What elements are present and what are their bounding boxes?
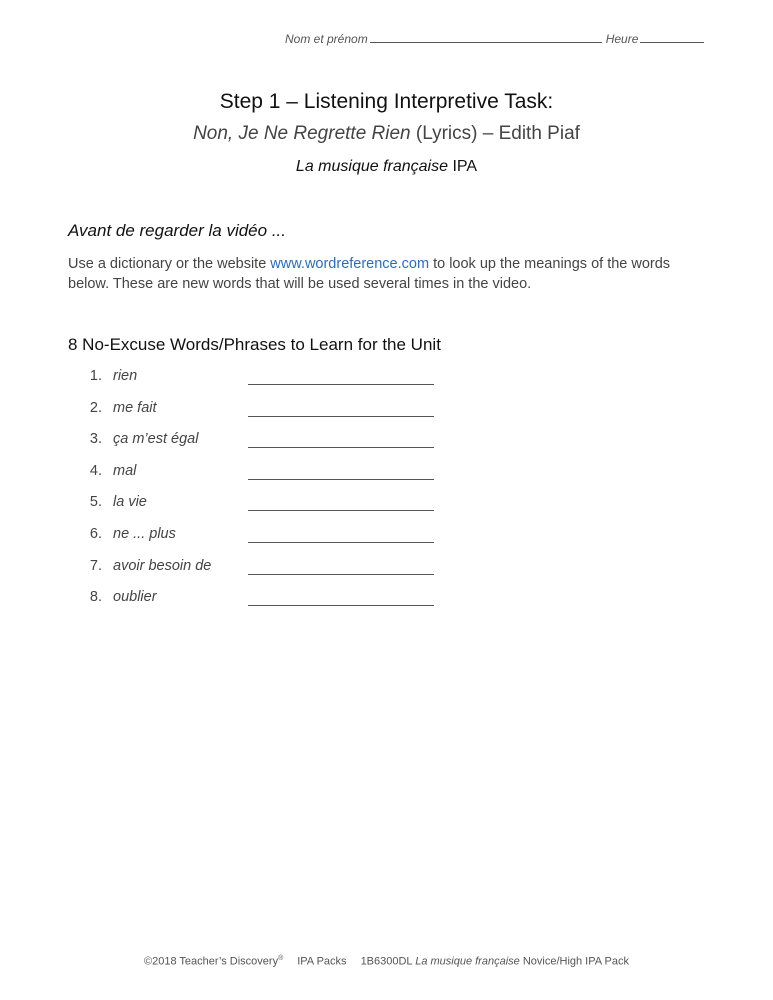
unit-name: La musique française bbox=[295, 158, 449, 175]
instructions-text-start: Use a dictionary or the website bbox=[68, 256, 271, 272]
unit-title bbox=[0, 158, 773, 176]
vocab-item bbox=[0, 368, 773, 400]
vocab-number: 7. bbox=[89, 557, 102, 574]
name-blank-line[interactable] bbox=[370, 31, 602, 43]
page-footer bbox=[0, 955, 773, 968]
vocab-word: la vie bbox=[113, 494, 147, 511]
vocab-item bbox=[0, 463, 773, 495]
vocab-item bbox=[0, 558, 773, 590]
vocab-heading: 8 No-Excuse Words/Phrases to Learn for the Unit bbox=[68, 335, 441, 354]
vocab-word: ne ... plus bbox=[113, 525, 176, 542]
hour-label: Heure bbox=[605, 32, 639, 46]
vocab-word: avoir besoin de bbox=[113, 557, 212, 574]
footer-level: Novice/High IPA Pack bbox=[519, 955, 629, 968]
vocab-item bbox=[0, 400, 773, 432]
vocab-list bbox=[0, 368, 773, 621]
name-label: Nom et prénom bbox=[285, 32, 368, 46]
song-artist: (Lyrics) – Edith Piaf bbox=[410, 123, 580, 144]
vocab-item bbox=[0, 526, 773, 558]
answer-blank[interactable] bbox=[248, 479, 434, 480]
footer-packs: IPA Packs bbox=[297, 955, 347, 968]
wordreference-link[interactable]: www.wordreference.com bbox=[270, 256, 430, 272]
vocab-number: 6. bbox=[89, 525, 102, 542]
vocab-number: 8. bbox=[89, 589, 102, 606]
answer-blank[interactable] bbox=[248, 605, 434, 606]
vocab-word: oublier bbox=[113, 589, 157, 606]
vocab-word: rien bbox=[113, 368, 138, 384]
vocab-number: 2. bbox=[89, 399, 102, 416]
vocab-word: mal bbox=[113, 462, 137, 479]
unit-suffix: IPA bbox=[448, 158, 478, 175]
footer-copyright: ©2018 Teacher’s Discovery bbox=[144, 955, 279, 968]
song-subtitle bbox=[0, 123, 773, 145]
vocab-number: 1. bbox=[89, 368, 102, 384]
answer-blank[interactable] bbox=[248, 416, 434, 417]
answer-blank[interactable] bbox=[248, 510, 434, 511]
answer-blank[interactable] bbox=[248, 574, 434, 575]
footer-code: 1B6300DL bbox=[360, 955, 416, 968]
footer-unit-title: La musique française bbox=[415, 955, 520, 968]
instructions-paragraph bbox=[68, 254, 708, 294]
section-heading: Avant de regarder la vidéo ... bbox=[68, 221, 286, 240]
vocab-number: 4. bbox=[89, 462, 102, 479]
vocab-word: ça m’est égal bbox=[113, 431, 199, 448]
vocab-item bbox=[0, 494, 773, 526]
page-title: Step 1 – Listening Interpretive Task: bbox=[219, 90, 554, 113]
vocab-item bbox=[0, 589, 773, 621]
instructions-text-end: to look up the meanings of the words below. These are new words that will be used several times in the video. bbox=[68, 256, 671, 292]
name-hour-header bbox=[285, 31, 704, 46]
song-title: Non, Je Ne Regrette Rien bbox=[193, 123, 411, 144]
vocab-item bbox=[0, 431, 773, 463]
vocab-word: me fait bbox=[113, 399, 157, 416]
hour-blank-line[interactable] bbox=[640, 31, 704, 43]
vocab-number: 3. bbox=[89, 431, 102, 448]
vocab-number: 5. bbox=[89, 494, 102, 511]
answer-blank[interactable] bbox=[248, 384, 434, 385]
answer-blank[interactable] bbox=[248, 542, 434, 543]
footer-registered-mark: ® bbox=[278, 955, 284, 962]
answer-blank[interactable] bbox=[248, 447, 434, 448]
